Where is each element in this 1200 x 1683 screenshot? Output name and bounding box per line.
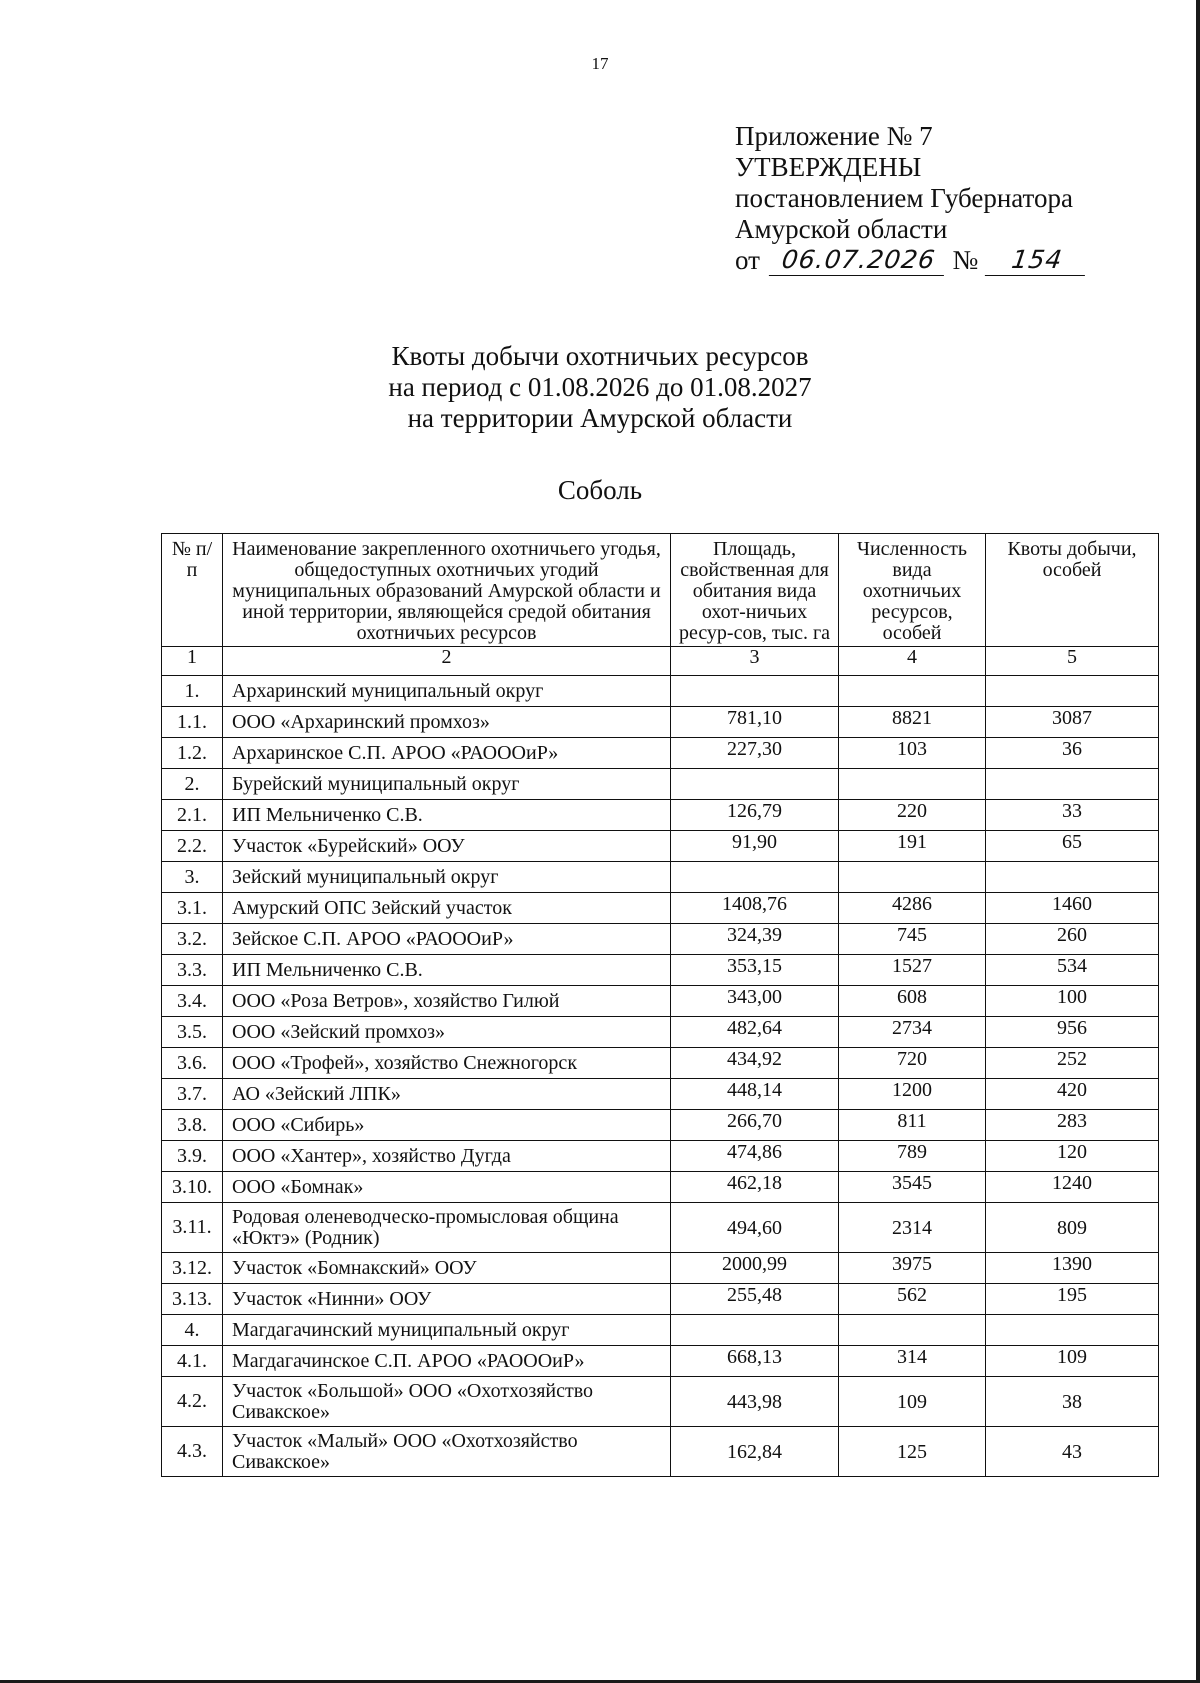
habitat-area: 781,10: [671, 707, 839, 738]
harvest-quota: 534: [986, 955, 1159, 986]
row-number: 2.: [162, 769, 223, 800]
harvest-quota: 65: [986, 831, 1159, 862]
habitat-area: [671, 676, 839, 707]
approved-by-label: постановлением Губернатора: [735, 183, 1073, 213]
habitat-area: 1408,76: [671, 893, 839, 924]
harvest-quota: 260: [986, 924, 1159, 955]
header-population: Численность вида охотничьих ресурсов, особей: [839, 534, 986, 647]
column-number: 2: [223, 647, 671, 676]
hunting-ground-name: Участок «Малый» ООО «Охотхозяйство Сивакское»: [223, 1427, 671, 1477]
harvest-quota: 195: [986, 1284, 1159, 1315]
table-row: [162, 1017, 1159, 1048]
population-count: 811: [839, 1110, 986, 1141]
column-number-row: [162, 647, 1159, 676]
harvest-quota: 1460: [986, 893, 1159, 924]
habitat-area: 482,64: [671, 1017, 839, 1048]
habitat-area: [671, 769, 839, 800]
habitat-area: 324,39: [671, 924, 839, 955]
table-row: [162, 738, 1159, 769]
hunting-ground-name: Бурейский муниципальный округ: [223, 769, 671, 800]
population-count: 191: [839, 831, 986, 862]
population-count: 3545: [839, 1172, 986, 1203]
harvest-quota: [986, 769, 1159, 800]
population-count: [839, 862, 986, 893]
column-number: 3: [671, 647, 839, 676]
row-number: 3.7.: [162, 1079, 223, 1110]
row-number: 3.12.: [162, 1253, 223, 1284]
table-row: [162, 1346, 1159, 1377]
habitat-area: 448,14: [671, 1079, 839, 1110]
population-count: 608: [839, 986, 986, 1017]
harvest-quota: 38: [986, 1377, 1159, 1427]
table-row: [162, 1110, 1159, 1141]
hunting-ground-name: ООО «Трофей», хозяйство Снежногорск: [223, 1048, 671, 1079]
population-count: 1200: [839, 1079, 986, 1110]
hunting-ground-name: ООО «Хантер», хозяйство Дугда: [223, 1141, 671, 1172]
row-number: 3.13.: [162, 1284, 223, 1315]
handwritten-date: 06.07.2026: [769, 245, 948, 276]
handwritten-number: 154: [985, 245, 1089, 276]
approved-label: УТВЕРЖДЕНЫ: [735, 152, 922, 182]
habitat-area: 494,60: [671, 1203, 839, 1253]
district-row: [162, 769, 1159, 800]
hunting-ground-name: АО «Зейский ЛПК»: [223, 1079, 671, 1110]
table-row: [162, 707, 1159, 738]
hunting-ground-name: ООО «Бомнак»: [223, 1172, 671, 1203]
harvest-quota: [986, 862, 1159, 893]
hunting-ground-name: Амурский ОПС Зейский участок: [223, 893, 671, 924]
table-row: [162, 893, 1159, 924]
harvest-quota: 283: [986, 1110, 1159, 1141]
habitat-area: 2000,99: [671, 1253, 839, 1284]
harvest-quota: 120: [986, 1141, 1159, 1172]
habitat-area: 443,98: [671, 1377, 839, 1427]
harvest-quota: 1390: [986, 1253, 1159, 1284]
table-row: [162, 1141, 1159, 1172]
population-count: 109: [839, 1377, 986, 1427]
habitat-area: [671, 1315, 839, 1346]
habitat-area: 91,90: [671, 831, 839, 862]
population-count: 2314: [839, 1203, 986, 1253]
table-row: [162, 1079, 1159, 1110]
habitat-area: 126,79: [671, 800, 839, 831]
table-row: [162, 1284, 1159, 1315]
habitat-area: 474,86: [671, 1141, 839, 1172]
district-row: [162, 862, 1159, 893]
row-number: 4.1.: [162, 1346, 223, 1377]
row-number: 1.1.: [162, 707, 223, 738]
table-row: [162, 800, 1159, 831]
row-number: 4.: [162, 1315, 223, 1346]
region-label: Амурской области: [735, 214, 948, 244]
header-name: Наименование закрепленного охотничьего угодья, общедоступных охотничьих угодий муниципальных образований Амурской области и иной территории, являющейся средой обитания охотничьих ресурсов: [223, 534, 671, 647]
harvest-quota: [986, 1315, 1159, 1346]
population-count: 4286: [839, 893, 986, 924]
scan-border-right: [1196, 0, 1200, 1683]
page-number: 17: [591, 54, 609, 73]
row-number: 3.8.: [162, 1110, 223, 1141]
habitat-area: 353,15: [671, 955, 839, 986]
hunting-ground-name: ООО «Роза Ветров», хозяйство Гилюй: [223, 986, 671, 1017]
row-number: 3.10.: [162, 1172, 223, 1203]
hunting-ground-name: Магдагачинское С.П. АРОО «РАОООиР»: [223, 1346, 671, 1377]
harvest-quota: 252: [986, 1048, 1159, 1079]
habitat-area: 255,48: [671, 1284, 839, 1315]
row-number: 3.11.: [162, 1203, 223, 1253]
hunting-ground-name: ООО «Архаринский промхоз»: [223, 707, 671, 738]
population-count: 789: [839, 1141, 986, 1172]
row-number: 4.3.: [162, 1427, 223, 1477]
harvest-quota: 109: [986, 1346, 1159, 1377]
date-prefix: от: [735, 245, 760, 275]
hunting-ground-name: Архаринский муниципальный округ: [223, 676, 671, 707]
column-number: 1: [162, 647, 223, 676]
habitat-area: 343,00: [671, 986, 839, 1017]
population-count: [839, 1315, 986, 1346]
population-count: 720: [839, 1048, 986, 1079]
harvest-quota: 36: [986, 738, 1159, 769]
hunting-ground-name: Магдагачинский муниципальный округ: [223, 1315, 671, 1346]
population-count: 314: [839, 1346, 986, 1377]
habitat-area: [671, 862, 839, 893]
harvest-quota: 43: [986, 1427, 1159, 1477]
population-count: 745: [839, 924, 986, 955]
district-row: [162, 1315, 1159, 1346]
table-row: [162, 1048, 1159, 1079]
table-row: [162, 1172, 1159, 1203]
harvest-quota: [986, 676, 1159, 707]
header-quota: Квоты добычи, особей: [986, 534, 1159, 647]
table-row: [162, 1427, 1159, 1477]
table-row: [162, 1203, 1159, 1253]
table-row: [162, 955, 1159, 986]
habitat-area: 434,92: [671, 1048, 839, 1079]
row-number: 2.2.: [162, 831, 223, 862]
hunting-ground-name: Родовая оленеводческо-промысловая община «Юктэ» (Родник): [223, 1203, 671, 1253]
header-area: Площадь, свойственная для обитания вида охот-ничьих ресур-сов, тыс. га: [671, 534, 839, 647]
harvest-quota: 1240: [986, 1172, 1159, 1203]
row-number: 1.: [162, 676, 223, 707]
district-row: [162, 676, 1159, 707]
table-row: [162, 831, 1159, 862]
population-count: 1527: [839, 955, 986, 986]
harvest-quota: 956: [986, 1017, 1159, 1048]
row-number: 3.4.: [162, 986, 223, 1017]
harvest-quota: 809: [986, 1203, 1159, 1253]
hunting-ground-name: Зейское С.П. АРОО «РАОООиР»: [223, 924, 671, 955]
habitat-area: 462,18: [671, 1172, 839, 1203]
row-number: 3.1.: [162, 893, 223, 924]
title-line-2: на период с 01.08.2026 до 01.08.2027: [388, 372, 812, 402]
column-number: 4: [839, 647, 986, 676]
title-line-3: на территории Амурской области: [407, 403, 793, 433]
hunting-ground-name: ООО «Сибирь»: [223, 1110, 671, 1141]
population-count: 8821: [839, 707, 986, 738]
population-count: [839, 769, 986, 800]
table-row: [162, 986, 1159, 1017]
row-number: 1.2.: [162, 738, 223, 769]
harvest-quota: 100: [986, 986, 1159, 1017]
appendix-label: Приложение № 7: [735, 121, 933, 151]
row-number: 3.6.: [162, 1048, 223, 1079]
population-count: 2734: [839, 1017, 986, 1048]
hunting-ground-name: Зейский муниципальный округ: [223, 862, 671, 893]
hunting-ground-name: ООО «Зейский промхоз»: [223, 1017, 671, 1048]
row-number: 4.2.: [162, 1377, 223, 1427]
row-number: 3.2.: [162, 924, 223, 955]
population-count: 103: [839, 738, 986, 769]
hunting-ground-name: Участок «Бомнакский» ООУ: [223, 1253, 671, 1284]
harvest-quota: 33: [986, 800, 1159, 831]
number-prefix: №: [952, 245, 979, 275]
quota-table: [161, 533, 1159, 1477]
row-number: 3.: [162, 862, 223, 893]
population-count: [839, 676, 986, 707]
title-line-1: Квоты добычи охотничьих ресурсов: [391, 341, 809, 371]
habitat-area: 162,84: [671, 1427, 839, 1477]
row-number: 3.3.: [162, 955, 223, 986]
population-count: 220: [839, 800, 986, 831]
hunting-ground-name: Архаринское С.П. АРОО «РАОООиР»: [223, 738, 671, 769]
hunting-ground-name: Участок «Большой» ООО «Охотхозяйство Сивакское»: [223, 1377, 671, 1427]
harvest-quota: 420: [986, 1079, 1159, 1110]
approval-block: [735, 121, 1087, 279]
population-count: 125: [839, 1427, 986, 1477]
table-row: [162, 924, 1159, 955]
row-number: 3.9.: [162, 1141, 223, 1172]
population-count: 3975: [839, 1253, 986, 1284]
harvest-quota: 3087: [986, 707, 1159, 738]
document-title: [0, 341, 1200, 434]
table-row: [162, 1377, 1159, 1427]
habitat-area: 266,70: [671, 1110, 839, 1141]
row-number: 2.1.: [162, 800, 223, 831]
population-count: 562: [839, 1284, 986, 1315]
habitat-area: 668,13: [671, 1346, 839, 1377]
row-number: 3.5.: [162, 1017, 223, 1048]
species-heading: Соболь: [557, 475, 643, 505]
column-number: 5: [986, 647, 1159, 676]
habitat-area: 227,30: [671, 738, 839, 769]
hunting-ground-name: Участок «Нинни» ООУ: [223, 1284, 671, 1315]
hunting-ground-name: ИП Мельниченко С.В.: [223, 955, 671, 986]
hunting-ground-name: ИП Мельниченко С.В.: [223, 800, 671, 831]
table-header-row: [162, 534, 1159, 647]
hunting-ground-name: Участок «Бурейский» ООУ: [223, 831, 671, 862]
table-row: [162, 1253, 1159, 1284]
decree-reference: [735, 245, 1087, 279]
header-number: № п/п: [162, 534, 223, 647]
